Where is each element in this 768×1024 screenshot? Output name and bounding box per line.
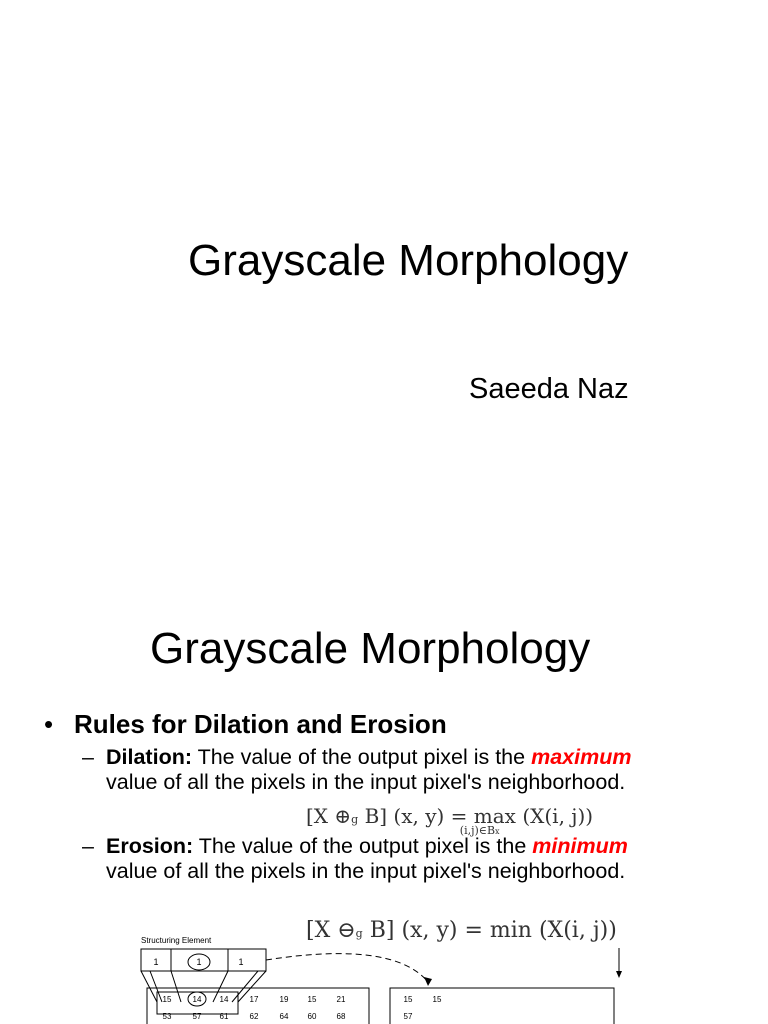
- dilation-text-after: value of all the pixels in the input pixel's neighborhood.: [106, 770, 626, 794]
- erosion-formula-mid: B] (x, y) =: [369, 918, 483, 943]
- se-label: Structuring Element: [141, 936, 212, 945]
- input-cell: 68: [336, 1012, 346, 1021]
- dilation-text-before: The value of the output pixel is the: [197, 745, 526, 769]
- erosion-text-after: value of all the pixels in the input pixel's neighborhood.: [106, 859, 626, 883]
- dilation-formula: [306, 804, 594, 837]
- bullet-dot-icon: •: [44, 709, 54, 739]
- dash-icon: –: [82, 745, 94, 769]
- output-cell: 15: [432, 995, 442, 1004]
- se-box: [141, 949, 266, 971]
- dilation-emphasis: maximum: [531, 745, 632, 769]
- input-cell: 57: [192, 1012, 202, 1021]
- arrow-head-icon: [424, 977, 432, 986]
- erosion-formula-sub: g: [355, 927, 363, 940]
- dilation-formula-sub: g: [351, 813, 359, 826]
- erosion-diagram: [0, 930, 768, 1024]
- dash-icon: –: [82, 834, 94, 858]
- input-cell: 14: [192, 995, 202, 1004]
- dilation-formula-mid: B] (x, y) =: [364, 804, 468, 828]
- se-value: 1: [238, 957, 244, 967]
- input-cell: 19: [279, 995, 289, 1004]
- input-cell: 64: [279, 1012, 289, 1021]
- erosion-item: [82, 834, 742, 884]
- input-cell: 14: [219, 995, 229, 1004]
- output-arrow-head-icon: [616, 971, 622, 978]
- bullet-rules-text: Rules for Dilation and Erosion: [74, 709, 447, 739]
- input-cell: 61: [219, 1012, 229, 1021]
- dilation-formula-left: [X ⊕: [306, 804, 352, 828]
- output-cell: 57: [403, 1012, 413, 1021]
- projection-line: [171, 971, 181, 1002]
- input-cell: 21: [336, 995, 346, 1004]
- erosion-formula-op: min: [489, 918, 532, 943]
- output-cell: 15: [403, 995, 413, 1004]
- dilation-formula-op-sub: (i,j)∈Bx: [459, 824, 500, 837]
- erosion-emphasis: minimum: [532, 834, 628, 858]
- slide2-title: Grayscale Morphology: [150, 624, 591, 673]
- slide1-author: Saeeda Naz: [469, 373, 629, 405]
- dilation-formula-right: (X(i, j)): [522, 804, 594, 828]
- output-image-box: [390, 988, 614, 1024]
- erosion-formula-left: [X ⊖: [306, 918, 356, 943]
- slide1-title: Grayscale Morphology: [188, 236, 629, 285]
- se-value: 1: [153, 957, 159, 967]
- dilation-item: [82, 745, 742, 795]
- input-cell: 15: [307, 995, 317, 1004]
- input-cell: 60: [307, 1012, 317, 1021]
- erosion-text-before: The value of the output pixel is the: [198, 834, 527, 858]
- projection-line: [141, 971, 157, 1002]
- input-cell: 53: [162, 1012, 172, 1021]
- dilation-formula-op-block: [459, 804, 516, 837]
- erosion-formula-right: (X(i, j)): [538, 918, 617, 943]
- se-value: 1: [196, 957, 202, 967]
- projection-line: [150, 971, 162, 1002]
- input-cell: 15: [162, 995, 172, 1004]
- input-cell: 17: [249, 995, 259, 1004]
- dilation-formula-op: max: [473, 804, 516, 828]
- dilation-term: Dilation:: [106, 745, 192, 769]
- input-cell: 62: [249, 1012, 259, 1021]
- dashed-arrow: [266, 954, 428, 982]
- erosion-term: Erosion:: [106, 834, 194, 858]
- bullet-rules: [44, 709, 447, 740]
